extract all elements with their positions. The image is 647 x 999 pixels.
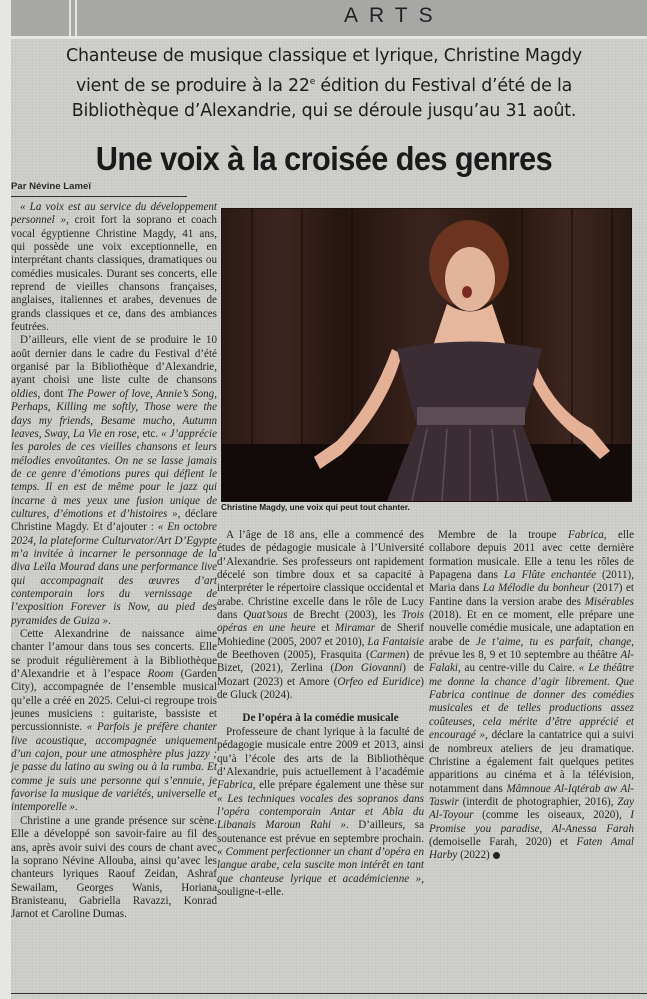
work-title: Carmen xyxy=(369,649,406,662)
end-of-article-bullet-icon xyxy=(493,852,500,859)
work-title: Quat’sous xyxy=(243,609,288,622)
section-header-band xyxy=(11,0,647,39)
deck-line-2a: vient de se produire à la 22 xyxy=(75,75,310,96)
text: de Sherif Mohiedine (2005, 2007 et 2010), xyxy=(217,622,424,648)
paragraph-2 xyxy=(11,334,217,628)
quote: « En octobre 2024, la plateforme Culturvator/Art D’Egypte m’a invitée à incarner le personnage de la diva Leïla Mourad dans une performance live qui accompagnait des œuvres d’art contemporain lors du vernissage de l’exposition Forever is Now, au pied des pyramides de Guiza » xyxy=(11,521,217,627)
text: Membre de la troupe xyxy=(438,529,569,541)
work-title: Zay Al-Toyour xyxy=(429,795,634,822)
paragraph-7 xyxy=(429,529,634,863)
text: . D’ailleurs, sa soutenance est prévue en septembre prochain. xyxy=(217,819,424,845)
text: et xyxy=(315,622,335,635)
quote: « J’apprécie les paroles de ces vieilles chansons et leurs mélodies envoûtantes. On ne se lasse jamais de ce genre d’émotions pures qui défient le temps. Il en est de même pour le jazz qui incarne à mes yeux une fusion unique de cultures, d’émotions et d’histoires » xyxy=(11,427,217,520)
paragraph-1 xyxy=(11,201,217,334)
text: (interdit de photographier, 2016), xyxy=(458,795,618,808)
subhead: De l’opéra à la comédie musicale xyxy=(242,712,399,725)
text: Christine a une grande présence sur scène. Elle a développé son savoir-faire au fil des ans, après avoir suivi des cours de chant avec la soprano Névine Allouba, ainsi qu’avec les chanteurs lyriques Raouf Zeidan, Ashraf Sewailam, Georges Wanis, Horiana Branisteanu, Gabriella Ravazzi, Konrad Jarnot et Caroline Dumas. xyxy=(11,814,217,921)
article-column-3 xyxy=(429,529,634,863)
deck-line-3: Bibliothèque d’Alexandrie, qui se déroule jusqu’au 31 août. xyxy=(71,100,577,121)
singer-photo-illustration xyxy=(222,209,631,501)
section-rubric: ARTS xyxy=(344,4,444,27)
text: , elle prépare également une thèse sur xyxy=(252,779,424,792)
institution: Fabrica xyxy=(217,779,253,792)
text: (2018). Et en ce moment, elle prépare une nouvelle comédie musicale, une adaptation en arabe de xyxy=(429,609,634,648)
paragraph-6 xyxy=(217,726,424,899)
decorative-bars xyxy=(69,0,89,36)
text: , souligne-t-elle. xyxy=(217,872,424,898)
text: (comme les oiseaux, 2020), xyxy=(473,809,631,822)
text: croit fort la soprano et coach vocal égyptienne Christine Magdy, 41 ans, qui possède une voix exceptionnelle, en interprétant chants classiques, dramatiques ou comédies musicales. Durant ses concerts, elle reprend de vieilles chansons françaises, anglaises, italiennes et arabes, devenues de grands classiques et ce, dans des ambiances feutrées. xyxy=(11,214,217,334)
work-title: I Promise you paradise, Al-Anessa Farah xyxy=(429,809,634,835)
work-title: Mâmnoue Al-Iqtérab aw Al-Taswir xyxy=(429,782,635,808)
work-title: Don Giovanni xyxy=(334,662,403,675)
photo-caption: Christine Magdy, une voix qui peut tout chanter. xyxy=(221,502,410,512)
paragraph-4 xyxy=(11,815,217,922)
text: ) de Gluck (2024). xyxy=(217,675,424,702)
text: . xyxy=(108,614,111,627)
text: A l’âge de 18 ans, elle a commencé des études de pédagogie musicale à l’Université d’Alexandrie. Ses professeurs ont rapidement décelé son timbre doux et sa capacité à interpréter le répertoire classique occidental et arabe. Christine excelle dans le rôle de Lucy dans xyxy=(217,529,424,622)
article-column-2 xyxy=(217,529,424,899)
article-column-1 xyxy=(11,201,217,922)
text: , au centre-ville du Caire. xyxy=(457,662,579,675)
text: de Brecht (2003), les xyxy=(287,609,402,622)
work-title: Trois opéras en une heure xyxy=(217,609,424,635)
text: , prévue les 8, 9 et 10 septembre au théâtre xyxy=(429,635,635,662)
deck-superscript: e xyxy=(309,76,316,87)
work-title: Faten Amal Harby xyxy=(429,835,634,862)
song-titles: The Power of love, Annie’s Song, Perhaps, Killing me softly, Those were the days my friends, Besame mucho, Autumn leaves, Sway, La Vie en rose xyxy=(11,387,217,440)
work-title: Misérables xyxy=(584,595,634,608)
deck-line-1: Chanteuse de musique classique et lyrique, Christine Magdy xyxy=(66,46,582,66)
text: (2011), Maria dans xyxy=(429,569,634,595)
text: , déclare Christine Magdy. Et d’ajouter : xyxy=(11,507,217,534)
deck-line-2b: édition du Festival d’été de la xyxy=(315,75,573,96)
text: , déclare la cantatrice qui a suivi de nombreux ateliers de jeu dramatique. Christine a également fait quelques petites apparitions au cinéma et à la télévision, notamment dans xyxy=(429,729,634,795)
byline-rule xyxy=(11,196,187,197)
text: , dont xyxy=(37,387,67,400)
text: Cette Alexandrine de naissance aime chanter l’amour dans tous ses concerts. Elle se produit régulièrement à la Bibliothèque d’Alexandrie et à l’espace xyxy=(11,628,217,681)
work-title: Orfeo ed Euridice xyxy=(337,675,421,688)
text: , etc. xyxy=(136,427,162,440)
page-margin xyxy=(0,0,11,999)
venue: Al-Falaki xyxy=(429,649,634,675)
paragraph-5 xyxy=(217,529,424,702)
work-title: Je t’aime, tu es parfait, change xyxy=(476,635,632,648)
text: (2022) xyxy=(457,849,490,862)
quote: « Les techniques vocales des sopranos dans l’opéra contemporain Antar et Abla du Libanais Maroun Rahi » xyxy=(217,792,424,832)
quote: « La voix est au service du développement personnel », xyxy=(11,201,217,227)
quote: « Comment perfectionner un chant d’opéra en langue arabe, cela suscite mon intérêt en tant que chanteuse lyrique et académicienne » xyxy=(217,845,424,885)
text: D’ailleurs, elle vient de se produire le 10 août dernier dans le cadre du Festival d’été organisé par la Bibliothèque d’Alexandrie, ayant choisi une liste culte de chansons xyxy=(11,334,217,387)
work-title: La Flûte enchantée xyxy=(503,569,597,582)
bottom-rule xyxy=(11,993,647,994)
article-photo xyxy=(221,208,632,502)
text: ) de Bizet, (2021), Zerlina ( xyxy=(217,649,424,675)
quote: « Parfois je préfère chanter live acoustique, accompagnée uniquement d’un cajon, pour une atmosphère plus jazzy ; je passe du latino au swing ou à la rumba. Et comme je suis une personne qui s’ennuie, je favorise la musique de variétés, universelle et intemporelle » xyxy=(11,721,217,814)
text: ) de Mozart (2023) et Amore ( xyxy=(217,662,424,688)
text: , elle collabore depuis 2011 avec cette dernière formation musicale. Elle a tenu les rôles de Papagena dans xyxy=(429,529,634,582)
work-title: La Fantaisie xyxy=(367,635,424,648)
text: Professeure de chant lyrique à la faculté de pédagogie musicale entre 2009 et 2013, ainsi qu’à l’école des arts de la Bibliothèque d’Alexandrie, puis actuellement à l’académie xyxy=(217,725,424,778)
text: . xyxy=(74,801,78,814)
article-headline: Une voix à la croisée des genres xyxy=(95,140,553,177)
article-deck xyxy=(14,44,634,124)
italic-term: oldies xyxy=(11,387,38,400)
text: (Garden City), accompagnée de l’ensemble musical qu’elle a créé en 2025. Celui-ci regroupe trois jeunes musiciens : guitariste, bassiste et percussionniste. xyxy=(11,668,217,734)
institution: Fabrica xyxy=(568,529,604,541)
venue: Room xyxy=(147,668,174,681)
paragraph-3 xyxy=(11,628,217,815)
work-title: Miramar xyxy=(334,622,376,635)
text: (demoiselle Farah, 2020) et xyxy=(429,835,577,848)
byline: Par Névine Lameï xyxy=(11,181,91,192)
quote: « Le théâtre me donne la chance d’agir librement. Que Fabrica continue de donner des comédies musicales et de telles productions assez coûteuses, cela mérite d’être apprécié et encouragé » xyxy=(429,662,634,742)
text: de Beethoven (2005), Frasquita ( xyxy=(217,649,370,662)
work-title: La Mélodie du bonheur xyxy=(482,582,590,595)
text: (2017) et Fantine dans la version arabe des xyxy=(429,582,634,608)
